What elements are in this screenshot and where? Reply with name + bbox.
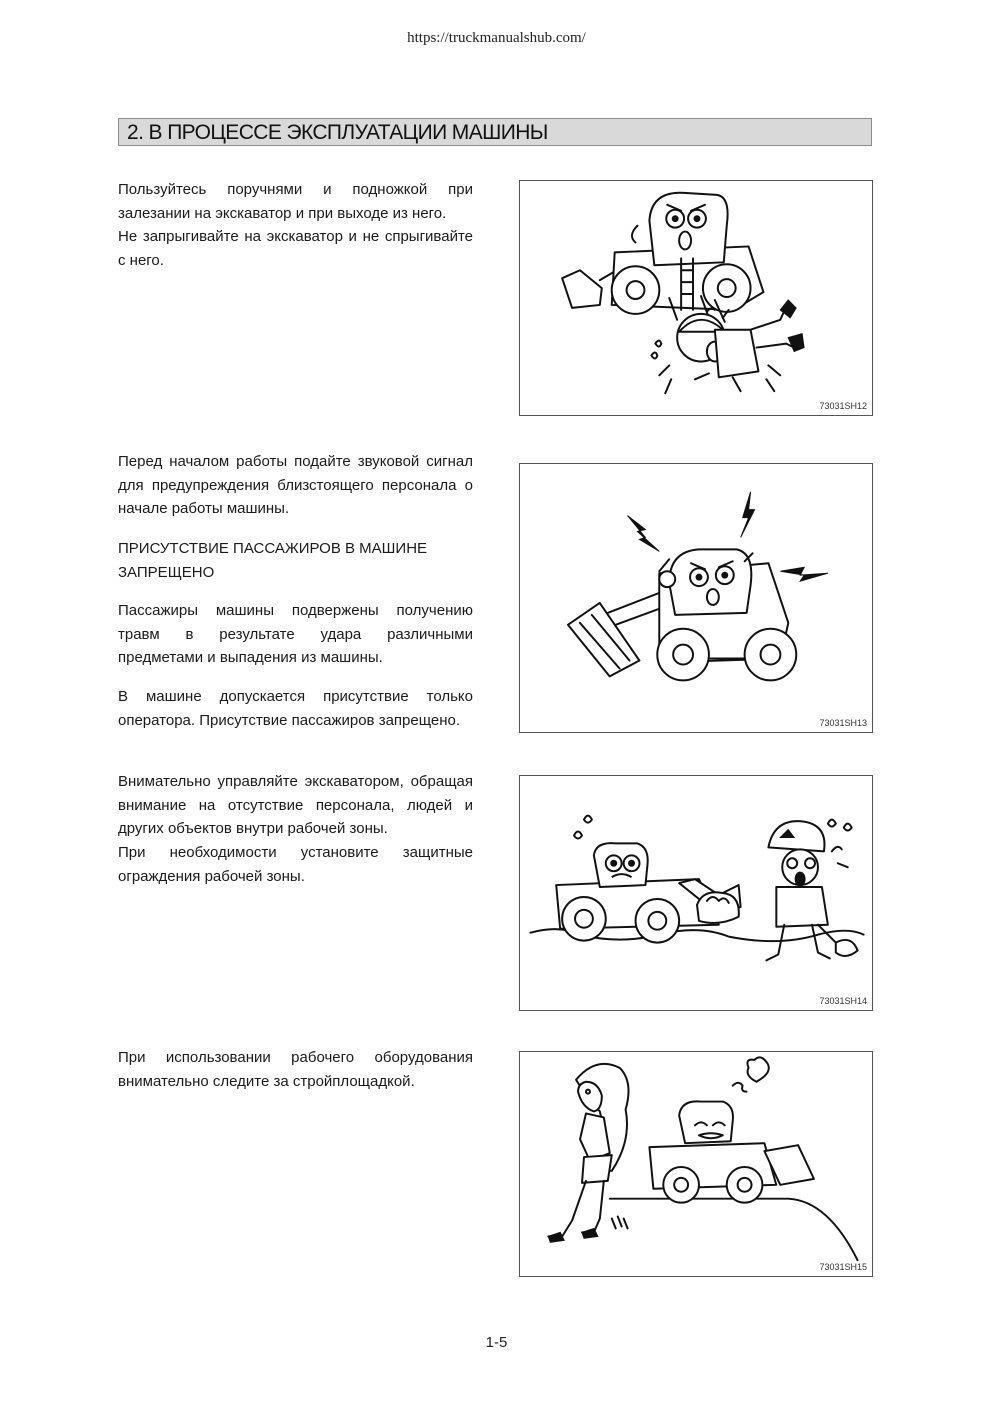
wheel-loader-worker-illustration	[520, 776, 872, 1010]
figure-climbing-safety	[519, 180, 873, 416]
instruction-paragraph: При необходимости установите защитные ограждения рабочей зоны.	[118, 844, 473, 885]
figure-code: 73031SH14	[819, 996, 867, 1006]
page-number: 1-5	[485, 1334, 508, 1351]
wheel-loader-distracted-driver-illustration	[520, 1052, 872, 1276]
figure-code: 73031SH12	[819, 401, 867, 411]
instruction-paragraph: Пассажиры машины подвержены получению травм в результате удара различными предметами и выпадения из машины.	[118, 602, 473, 666]
figure-site-watch	[519, 1051, 873, 1277]
instruction-paragraph: Внимательно управляйте экскаватором, обращая внимание на отсутствие персонала, людей и других объектов внутри рабочей зоны.	[118, 773, 473, 837]
warning-subheading: ПРИСУТСТВИЕ ПАССАЖИРОВ В МАШИНЕ ЗАПРЕЩЕНО	[118, 540, 428, 581]
figure-no-passengers	[519, 463, 873, 733]
instruction-paragraph: Пользуйтесь поручнями и подножкой при залезании на экскаватор и при выходе из него.	[118, 181, 473, 222]
instruction-paragraph: При использовании рабочего оборудования внимательно следите за стройплощадкой.	[118, 1049, 473, 1090]
instruction-paragraph: В машине допускается присутствие только оператора. Присутствие пассажиров запрещено.	[118, 688, 473, 729]
instruction-paragraph: Не запрыгивайте на экскаватор и не спрыгивайте с него.	[118, 228, 473, 269]
wheel-loader-falling-operator-illustration	[520, 181, 872, 415]
wheel-loader-passenger-illustration	[520, 464, 872, 732]
figure-code: 73031SH15	[819, 1262, 867, 1272]
figure-work-zone	[519, 775, 873, 1011]
header-url: https://truckmanualshub.com/	[407, 30, 586, 46]
instruction-paragraph: Перед началом работы подайте звуковой сигнал для предупреждения близстоящего персонала о начале работы машины.	[118, 453, 473, 517]
figure-code: 73031SH13	[819, 718, 867, 728]
section-title: 2. В ПРОЦЕССЕ ЭКСПЛУАТАЦИИ МАШИНЫ	[118, 118, 872, 146]
